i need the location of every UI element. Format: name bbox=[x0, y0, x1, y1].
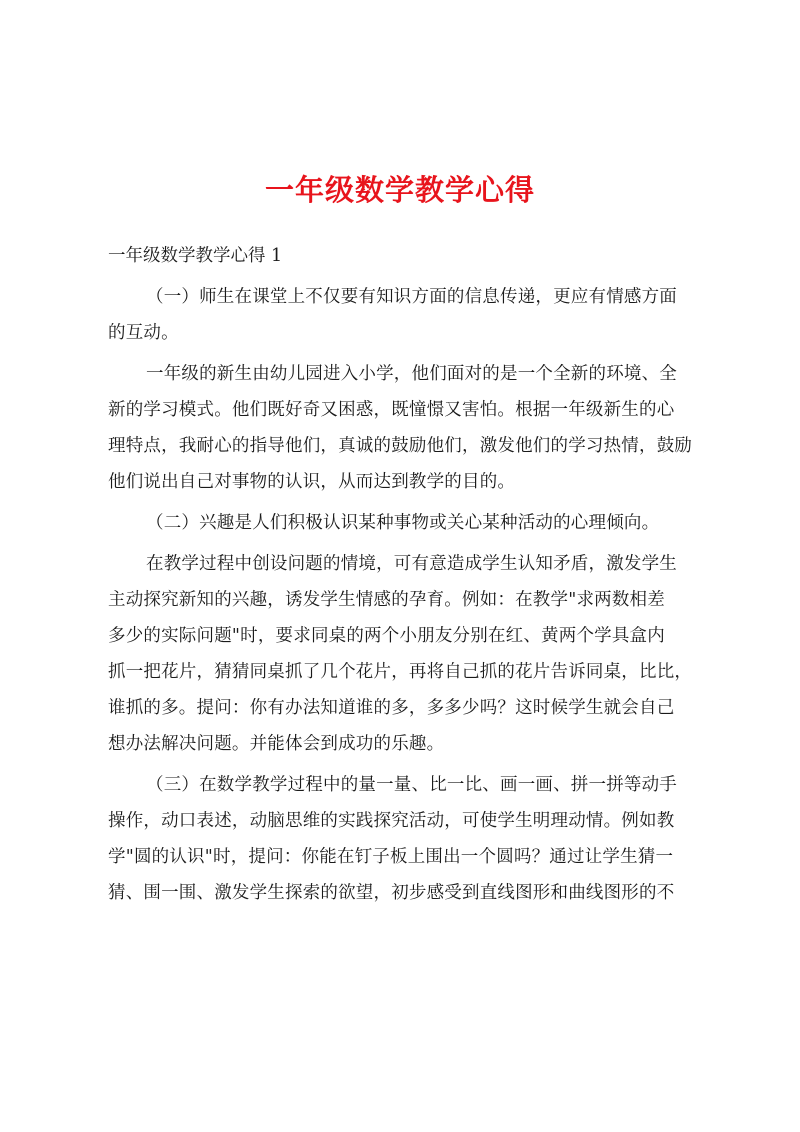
paragraph-line: 新的学习模式。他们既好奇又困惑，既憧憬又害怕。根据一年级新生的心 bbox=[108, 400, 675, 420]
paragraph-line: 他们说出自己对事物的认识，从而达到教学的目的。 bbox=[108, 472, 516, 492]
paragraph-line: 猜、围一围、激发学生探索的欲望，初步感受到直线图形和曲线图形的不 bbox=[108, 883, 675, 903]
paragraph-line: 的互动。 bbox=[108, 323, 179, 343]
paragraph-line: 想办法解决问题。并能体会到成功的乐趣。 bbox=[108, 734, 445, 754]
paragraph-line: 抓一把花片，猜猜同桌抓了几个花片，再将自己抓的花片告诉同桌，比比， bbox=[108, 662, 693, 682]
paragraph-1 bbox=[108, 279, 700, 351]
paragraph-line: （二）兴趣是人们积极认识某种事物或关心某种活动的心理倾向。 bbox=[146, 513, 660, 533]
paragraph-line: 理特点，我耐心的指导他们，真诚的鼓励他们，激发他们的学习热情，鼓励 bbox=[108, 436, 693, 456]
paragraph-line: 操作，动口表述，动脑思维的实践探究活动，可使学生明理动情。例如教 bbox=[108, 811, 675, 831]
paragraph-3 bbox=[108, 505, 700, 541]
paragraph-line: 在教学过程中创设问题的情境，可有意造成学生认知矛盾，激发学生 bbox=[146, 554, 677, 574]
paragraph-line: 多少的实际问题"时，要求同桌的两个小朋友分别在红、黄两个学具盒内 bbox=[108, 626, 665, 646]
paragraph-4 bbox=[108, 546, 700, 762]
paragraph-5 bbox=[108, 767, 700, 911]
paragraph-line: （一）师生在课堂上不仅要有知识方面的信息传递，更应有情感方面 bbox=[146, 287, 677, 307]
paragraph-2 bbox=[108, 356, 700, 500]
paragraph-line: 谁抓的多。提问：你有办法知道谁的多，多多少吗？这时候学生就会自己 bbox=[108, 698, 675, 718]
document-body bbox=[108, 238, 700, 911]
paragraph-line: 学"圆的认识"时，提问：你能在钉子板上围出一个圆吗？通过让学生猜一 bbox=[108, 847, 674, 867]
paragraph-line: 一年级的新生由幼儿园进入小学，他们面对的是一个全新的环境、全 bbox=[146, 364, 677, 384]
section-heading: 一年级数学教学心得 1 bbox=[108, 246, 283, 266]
paragraph-line: （三）在数学教学过程中的量一量、比一比、画一画、拼一拼等动手 bbox=[146, 775, 677, 795]
document-title: 一年级数学教学心得 bbox=[264, 173, 535, 207]
paragraph-line: 主动探究新知的兴趣，诱发学生情感的孕育。例如：在教学"求两数相差 bbox=[108, 590, 665, 610]
